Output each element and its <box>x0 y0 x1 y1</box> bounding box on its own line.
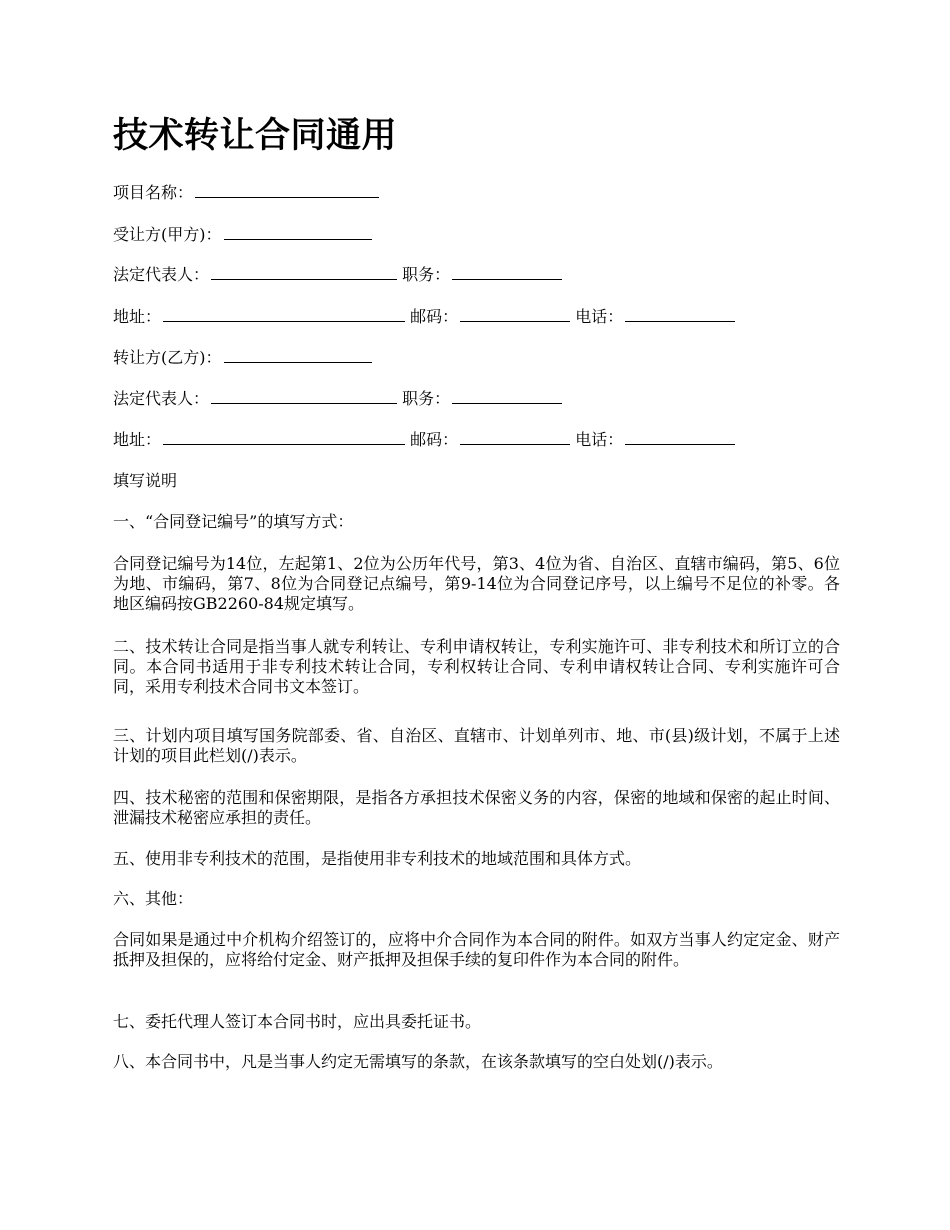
legal-rep-blank-1[interactable] <box>211 265 397 280</box>
instruction-item: 八、本合同书中，凡是当事人约定无需填写的条款，在该条款填写的空白处划(/)表示。 <box>113 1052 723 1071</box>
address-line-2 <box>113 430 735 450</box>
instruction-item: 六、其他： <box>113 889 194 908</box>
instruction-item: 合同如果是通过中介机构介绍签订的，应将中介合同作为本合同的附件。如双方当事人约定定金、财产抵押及担保的，应将给付定金、财产抵押及担保手续的复印件作为本合同的附件。 <box>113 930 840 969</box>
instruction-item: 合同登记编号为14位，左起第1、2位为公历年代号，第3、4位为省、自治区、直辖市编码，第5、6位为地、市编码，第7、8位为合同登记点编号，第9-14位为合同登记序号，以上编号不足位的补零。各地区编码按GB2260-84规定填写。 <box>113 554 840 613</box>
project-name-line <box>113 183 379 203</box>
position-blank-1[interactable] <box>452 265 562 280</box>
instruction-item: 七、委托代理人签订本合同书时，应出具委托证书。 <box>113 1012 482 1031</box>
instruction-item: 五、使用非专利技术的范围，是指使用非专利技术的地域范围和具体方式。 <box>113 849 642 868</box>
instruction-item: 四、技术秘密的范围和保密期限，是指各方承担技术保密义务的内容，保密的地域和保密的起止时间、泄漏技术秘密应承担的责任。 <box>113 788 840 827</box>
address-label-1: 地址： <box>113 307 162 326</box>
instruction-item: 二、技术转让合同是指当事人就专利转让、专利申请权转让，专利实施许可、非专利技术和所订立的合同。本合同书适用于非专利技术转让合同，专利权转让合同、专利申请权转让合同、专利实施许可合同，采用专利技术合同书文本签订。 <box>113 637 840 696</box>
phone-label-1: 电话： <box>575 307 624 326</box>
legal-rep-line-1 <box>113 265 562 285</box>
instructions-heading: 填写说明 <box>113 471 178 490</box>
document-title: 技术转让合同通用 <box>113 116 398 156</box>
project-name-blank[interactable] <box>195 183 379 198</box>
phone-label-2: 电话： <box>575 430 624 449</box>
legal-rep-blank-2[interactable] <box>211 389 397 404</box>
transferor-line <box>113 348 372 368</box>
postcode-label-1: 邮码： <box>410 307 459 326</box>
transferor-label: 转让方(乙方)： <box>113 348 222 367</box>
instruction-item: 三、计划内项目填写国务院部委、省、自治区、直辖市、计划单列市、地、市(县)级计划，不属于上述计划的项目此栏划(/)表示。 <box>113 726 840 765</box>
postcode-blank-2[interactable] <box>460 430 570 445</box>
position-label-1: 职务： <box>402 265 451 284</box>
address-label-2: 地址： <box>113 430 162 449</box>
postcode-label-2: 邮码： <box>410 430 459 449</box>
phone-blank-2[interactable] <box>625 430 735 445</box>
transferee-line <box>113 225 372 245</box>
transferee-label: 受让方(甲方)： <box>113 225 222 244</box>
address-line-1 <box>113 307 735 327</box>
legal-rep-line-2 <box>113 389 562 409</box>
postcode-blank-1[interactable] <box>460 307 570 322</box>
address-blank-2[interactable] <box>163 430 405 445</box>
legal-rep-label-1: 法定代表人： <box>113 265 210 284</box>
transferee-blank[interactable] <box>224 225 372 240</box>
transferor-blank[interactable] <box>224 348 372 363</box>
position-blank-2[interactable] <box>452 389 562 404</box>
phone-blank-1[interactable] <box>625 307 735 322</box>
position-label-2: 职务： <box>402 389 451 408</box>
instruction-item: 一、“合同登记编号”的填写方式： <box>113 512 354 531</box>
address-blank-1[interactable] <box>163 307 405 322</box>
project-name-label: 项目名称： <box>113 183 194 202</box>
legal-rep-label-2: 法定代表人： <box>113 389 210 408</box>
